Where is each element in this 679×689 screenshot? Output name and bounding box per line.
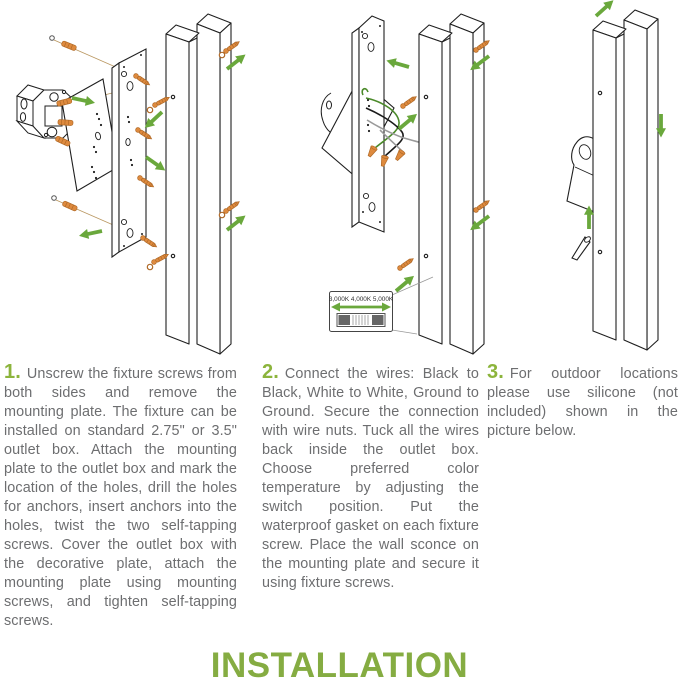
decorative-plate	[62, 79, 118, 191]
arrow-icon	[143, 153, 168, 175]
wall-sconce-fixture	[593, 10, 658, 350]
step3-diagram	[567, 0, 666, 350]
screw-head-icon	[52, 196, 57, 201]
step-3-text: For outdoor locations please use silicone (not included) shown in the picture below.	[487, 366, 678, 439]
switch-temperature-labels: 3,000K 4,000K 5,000K	[328, 296, 394, 303]
step-1-number: 1.	[4, 361, 21, 383]
screw-icon	[400, 95, 418, 110]
step-3-paragraph	[487, 362, 678, 441]
silicone-tip-icon	[572, 236, 592, 260]
screw-head-icon	[50, 36, 55, 41]
step-2-number: 2.	[262, 361, 279, 383]
washer-icon	[147, 264, 152, 269]
step2-diagram	[321, 14, 492, 354]
step-1-text: Unscrew the fixture screws from both sides and remove the mounting plate. The fixture can be installed on standard 2.75" or 3.5" outlet box. Attach the mounting plate to the outlet box and mark the location of the holes, drill the holes for anchors, insert anchors into the holes, twist the two self-tapping screws. Cover the outlet box with the decorative plate, attach the mounting plate using mounting screws, and tighten self-tapping screws.	[4, 366, 237, 629]
arrow-icon	[385, 56, 410, 72]
washer-icon	[147, 107, 152, 112]
anchor-icon	[58, 119, 73, 125]
step-3-number: 3.	[487, 361, 504, 383]
anchor-icon	[61, 41, 77, 51]
step-1-paragraph	[4, 362, 237, 631]
mounting-plate	[352, 16, 384, 232]
washer-icon	[219, 52, 224, 57]
arrow-icon	[393, 272, 417, 295]
screw-icon	[397, 257, 415, 272]
wall-sconce-fixture	[166, 14, 231, 354]
step-2-paragraph	[262, 362, 479, 593]
instruction-steps	[0, 362, 679, 642]
step-2-text: Connect the wires: Black to Black, White to White, Ground to Ground. Secure the connection with wire nuts. Tuck all the wires back inside the outlet box. Choose preferred color temperature by adjusting the switch position. Put the waterproof gasket on each fixture screw. Place the wall sconce on the mounting plate and secure it using fixture screws.	[262, 366, 479, 591]
switch-slider	[337, 314, 385, 327]
screw-icon	[140, 235, 158, 249]
arrow-icon	[78, 226, 103, 241]
arrow-icon	[593, 0, 617, 20]
page-title: INSTALLATION	[210, 646, 469, 685]
wire-nut-icon	[394, 149, 406, 162]
switch-inset	[329, 277, 433, 334]
anchor-icon	[62, 201, 78, 212]
washer-icon	[219, 212, 224, 217]
step1-diagram	[17, 14, 249, 354]
